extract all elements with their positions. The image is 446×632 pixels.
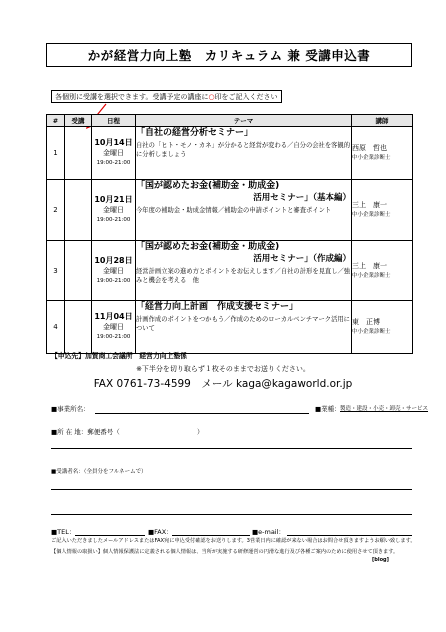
table-row (47, 301, 413, 354)
seminar-title: 「国が認めたお金(補助金・助成金) (136, 242, 280, 252)
teacher-name: 東 正博 (352, 318, 380, 326)
row-number: 3 (47, 241, 65, 301)
attend-checkbox[interactable] (65, 180, 92, 241)
fax-field[interactable] (172, 535, 250, 536)
date: 11月04日 (94, 312, 133, 321)
teacher-name: 三上 康一 (352, 261, 387, 270)
table-row (47, 241, 413, 301)
seminar-title: 「国が認めたお金(補助金・助成金) (136, 181, 280, 191)
attend-checkbox[interactable] (65, 241, 92, 301)
teacher-cell (352, 127, 413, 180)
weekday: 金曜日 (103, 323, 124, 331)
circle-mark: ○ (208, 93, 215, 101)
schedule-cell (92, 180, 136, 241)
contact-label: 【申込先】加賀商工会議所 経営力向上塾係 (51, 352, 187, 360)
weekday: 金曜日 (103, 266, 124, 275)
schedule-cell (92, 241, 136, 301)
tel-field[interactable] (75, 535, 145, 536)
company-label: ■事業所名： (51, 405, 90, 413)
header-number: # (47, 115, 65, 127)
teacher-name: 三上 康一 (352, 201, 387, 209)
theme-cell (136, 241, 352, 301)
notice-text-after: 印をご記入ください (214, 93, 278, 101)
seminar-description: 今年度の補助金・助成金情報／補助金の申請ポイントと審査ポイント (136, 207, 332, 214)
email-label: ■e-mail： (252, 528, 285, 536)
attend-checkbox[interactable] (65, 127, 92, 180)
teacher-role: 中小企業診断士 (352, 155, 391, 161)
date: 10月21日 (94, 195, 133, 204)
table-row (47, 127, 413, 180)
seminar-title-line2: 活用セミナー」（基本編） (253, 193, 351, 203)
time: 19:00-21:00 (96, 217, 131, 223)
teacher-cell (352, 301, 413, 354)
contact-note: ※下半分を切り取らず１枚そのままでお送りください。 (136, 365, 310, 373)
row-number: 2 (47, 180, 65, 241)
industry-label: ■業種： (315, 405, 341, 413)
seminar-title-line2: 活用セミナー」（作成編） (253, 254, 351, 264)
industry-options[interactable]: 製造・建設・小売・卸売・サービス (340, 406, 429, 412)
seminar-title: 「経営力向上計画 作成支援セミナー」 (136, 302, 299, 312)
row-number: 4 (47, 301, 65, 354)
table-row (47, 180, 413, 241)
seminar-description: 計画作成のポイントをつかもう／作成のためのローカルベンチマーク活用について (136, 316, 350, 332)
theme-cell (136, 180, 352, 241)
row-number: 1 (47, 127, 65, 180)
attendee-label: ■受講者名：（全員分をフルネームで） (51, 469, 147, 475)
teacher-role: 中小企業診断士 (352, 212, 391, 218)
address-field[interactable] (51, 448, 412, 449)
course-table (46, 114, 413, 354)
seminar-description: 自社の「ヒト・モノ・カネ」が分かると経営が変わる／自分の会社を客観的に分析しましょう (136, 142, 351, 158)
teacher-name: 西原 哲也 (352, 144, 387, 152)
footer-note: ご記入いただきましたメールアドレスまたはFAX宛に申込受付確認をお送りします。3営業日内に確認が来ない場合はお問合せ頂きますようお願い致します。 (51, 538, 416, 544)
teacher-cell (352, 241, 413, 301)
fax-label: ■FAX： (148, 528, 173, 536)
notice-text-before: 各個別に受講を選択できます。受講予定の講座に (55, 93, 209, 101)
attendee-field[interactable] (51, 489, 412, 490)
seminar-description: 経営計画立案の進め方とポイントをお伝えします／自社の計形を見直し／強みと機会を考える 他 (136, 268, 351, 284)
blog-tag: [blog] (372, 557, 389, 563)
theme-cell (136, 301, 352, 354)
teacher-role: 中小企業診断士 (352, 272, 391, 279)
tel-label: ■TEL： (51, 528, 76, 536)
time: 19:00-21:00 (96, 277, 131, 284)
header-attend: 受講 (65, 115, 92, 127)
date: 10月28日 (94, 255, 133, 265)
header-theme: テーマ (136, 115, 352, 127)
attendee-field-2[interactable] (51, 514, 412, 515)
seminar-title: 「自社の経営分析セミナー」 (136, 128, 254, 138)
teacher-cell (352, 180, 413, 241)
time: 19:00-21:00 (96, 334, 131, 340)
selection-notice (51, 90, 282, 103)
weekday: 金曜日 (103, 149, 124, 157)
schedule-cell (92, 301, 136, 354)
page-title: かが経営力向上塾 カリキュラム 兼 受講申込書 (46, 43, 412, 67)
theme-cell (136, 127, 352, 180)
header-teacher: 講師 (352, 115, 413, 127)
company-field[interactable] (95, 413, 309, 414)
email-field[interactable] (287, 535, 412, 536)
time: 19:00-21:00 (96, 160, 131, 166)
privacy-note: 【個人情報の取扱い】個人情報保護法に定義される個人情報は、当所が実施する研修運営の円滑な進行及び各種ご案内のために使用させて頂きます。 (51, 549, 399, 555)
schedule-cell (92, 127, 136, 180)
date: 10月14日 (94, 138, 133, 147)
attend-checkbox[interactable] (65, 301, 92, 354)
header-schedule: 日程 (92, 115, 136, 127)
teacher-role: 中小企業診断士 (352, 329, 391, 335)
address-close: ） (197, 428, 204, 436)
address-label: ■所 在 地：郵便番号（ (51, 428, 120, 436)
table-header-row (47, 115, 413, 127)
contact-fax-email: FAX 0761-73-4599 メール kaga@kagaworld.or.jp (93, 378, 353, 390)
weekday: 金曜日 (103, 206, 124, 214)
